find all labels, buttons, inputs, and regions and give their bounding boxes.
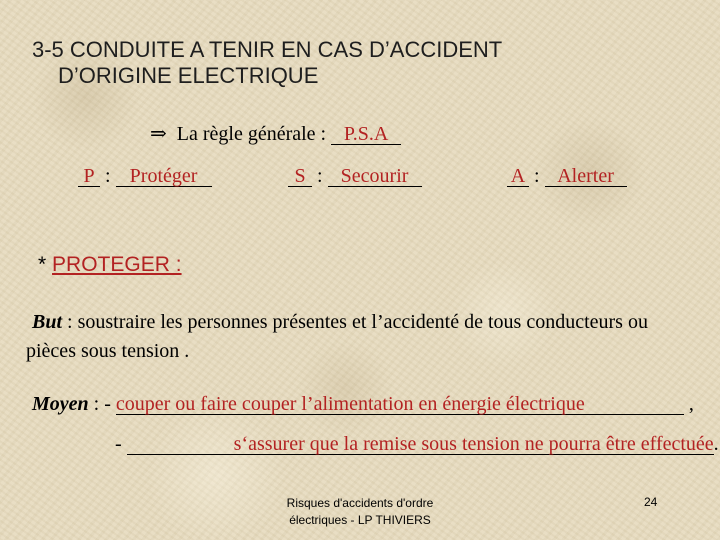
footer-text: Risques d'accidents d'ordre électriques - LP THIVIERS xyxy=(286,496,434,527)
psa-letter: A xyxy=(507,166,529,187)
general-rule-label: La règle générale : xyxy=(176,123,327,145)
psa-separator: : xyxy=(105,165,111,187)
psa-item-s xyxy=(288,165,422,188)
psa-separator: : xyxy=(317,165,323,187)
but-label: But xyxy=(32,311,63,333)
psa-word: Protéger xyxy=(116,166,212,187)
general-rule-answer: P.S.A xyxy=(331,124,401,145)
psa-letter: S xyxy=(288,166,312,187)
section-heading-text: PROTEGER : xyxy=(52,253,182,276)
general-rule xyxy=(150,121,401,146)
psa-word: Secourir xyxy=(328,166,422,187)
moyen-item-2-end: . xyxy=(713,433,719,455)
psa-separator: : xyxy=(534,165,540,187)
moyen-line-2 xyxy=(115,433,719,456)
slide-title-line-1: 3-5 CONDUITE A TENIR EN CAS D’ACCIDENT xyxy=(32,37,503,62)
slide-title-line-2: D’ORIGINE ELECTRIQUE xyxy=(58,63,319,88)
psa-word: Alerter xyxy=(545,166,627,187)
slide-title xyxy=(32,37,502,89)
moyen-separator: : - xyxy=(88,393,111,415)
section-heading xyxy=(38,253,182,277)
psa-item-p xyxy=(78,165,212,188)
page-number: 24 xyxy=(644,495,658,509)
moyen-dash-2: - xyxy=(115,433,122,455)
psa-item-a xyxy=(507,165,627,188)
moyen-item-1-end: , xyxy=(688,393,694,415)
bullet-icon: * xyxy=(38,253,47,276)
but-paragraph xyxy=(26,308,666,366)
moyen-item-2: s‘assurer que la remise sous tension ne pourra être effectuée xyxy=(127,434,714,455)
psa-letter: P xyxy=(78,166,100,187)
moyen-item-1: couper ou faire couper l’alimentation en énergie électrique xyxy=(116,394,684,415)
moyen-label: Moyen xyxy=(32,393,89,415)
moyen-line-1 xyxy=(32,393,694,416)
but-text: : soustraire les personnes présentes et l’accidenté de tous conducteurs ou pièces sous tension . xyxy=(26,311,648,362)
implies-arrow-icon: ⇒ xyxy=(150,123,167,145)
